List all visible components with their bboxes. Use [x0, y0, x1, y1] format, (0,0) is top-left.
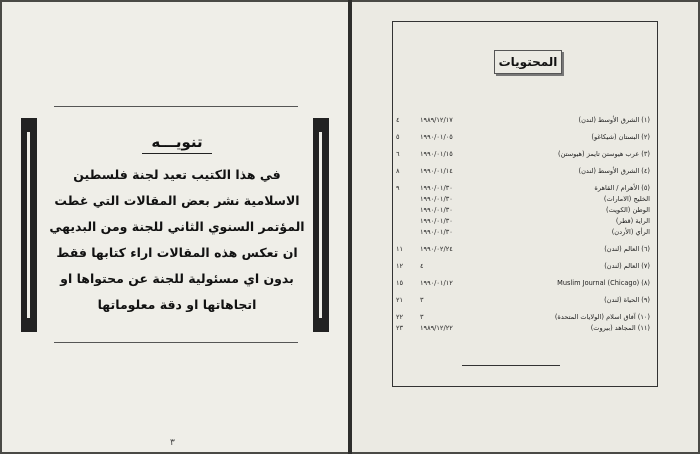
entry-page: ١٢	[396, 262, 404, 270]
right-decorative-bar	[313, 118, 329, 332]
contents-title: المحتويات	[494, 50, 562, 74]
contents-entry	[396, 116, 654, 127]
entry-page: ٨	[396, 167, 400, 175]
contents-entry	[396, 217, 654, 228]
contents-bottom-rule	[462, 365, 560, 366]
entry-page: ١٥	[396, 279, 404, 287]
entry-date: ١٩٨٩/١٢/١٧	[420, 116, 453, 124]
entry-page: ٥	[396, 133, 400, 141]
entry-page: ٩	[396, 184, 400, 192]
notice-line: في هذا الكتيب تعيد لجنة فلسطين	[73, 167, 281, 182]
contents-entry	[396, 228, 654, 239]
entry-date: ١٩٩٠/٠١/١٤	[420, 167, 453, 175]
entry-date: ٣	[420, 296, 424, 304]
entry-title: (٥) الأهرام / القاهرة	[594, 184, 650, 192]
entry-date: ١٩٩٠/٠١/٣٠	[420, 206, 453, 214]
entry-date: ١٩٩٠/٠٢/٢٤	[420, 245, 453, 253]
entry-date: ١٩٩٠/٠١/١٥	[420, 150, 453, 158]
right-page	[352, 2, 698, 452]
entry-page: ٦	[396, 150, 400, 158]
entry-date: ١٩٨٩/١٢/٢٢	[420, 324, 453, 332]
left-page	[2, 2, 348, 452]
entry-title: (٢) البستان (شيكاغو)	[591, 133, 650, 141]
contents-list	[396, 116, 654, 335]
entry-date: ١٩٩٠/٠١/٣٠	[420, 217, 453, 225]
contents-entry	[396, 262, 654, 273]
contents-entry	[396, 324, 654, 335]
notice-line: المؤتمر السنوي الثاني للجنة ومن البديهي	[49, 219, 305, 234]
contents-entry	[396, 206, 654, 217]
contents-entry	[396, 195, 654, 206]
left-decorative-bar	[21, 118, 37, 332]
notice-line: اتجاهاتها او دقة معلوماتها	[97, 297, 257, 312]
entry-title: (٤) الشرق الأوسط (لندن)	[578, 167, 650, 175]
notice-line: ان تعكس هذه المقالات اراء كتابها فقط	[56, 245, 298, 260]
entry-date: ٣	[420, 313, 424, 321]
entry-date: ١٩٩٠/٠١/٣٠	[420, 228, 453, 236]
contents-entry	[396, 167, 654, 178]
top-divider	[54, 106, 298, 107]
page-number: ٣	[170, 438, 175, 448]
entry-title: (٧) العالم (لندن)	[604, 262, 650, 270]
entry-page: ٢١	[396, 296, 404, 304]
contents-entry	[396, 133, 654, 144]
entry-title: (٦) العالم (لندن)	[604, 245, 650, 253]
entry-title: (٩) الحياة (لندن)	[604, 296, 650, 304]
entry-title: الوطن (الكويت)	[606, 206, 650, 214]
entry-date: ١٩٩٠/٠١/١٢	[420, 279, 453, 287]
entry-page: ٢٣	[396, 324, 404, 332]
entry-date: ١٩٩٠/٠١/٠٥	[420, 133, 453, 141]
entry-date: ١٩٩٠/٠١/٣٠	[420, 184, 453, 192]
entry-page: ٤	[396, 116, 400, 124]
entry-title: الخليج (الامارات)	[603, 195, 650, 203]
entry-title: الراية (قطر)	[615, 217, 650, 225]
contents-entry	[396, 279, 654, 290]
contents-entry	[396, 245, 654, 256]
notice-title: تنويـــه	[102, 133, 252, 154]
entry-date: ٤	[420, 262, 424, 270]
entry-title: (١١) المجاهد (بيروت)	[590, 324, 650, 332]
contents-entry	[396, 184, 654, 195]
entry-title: (١) الشرق الأوسط (لندن)	[578, 116, 650, 124]
notice-line: بدون اي مسئولية للجنة عن محتواها او	[60, 271, 294, 286]
entry-title: (٨) Muslim Journal (Chicago)	[557, 279, 650, 287]
entry-page: ١١	[396, 245, 404, 253]
entry-date: ١٩٩٠/٠١/٣٠	[420, 195, 453, 203]
notice-line: الاسلامية نشر بعض المقالات التي غطت	[54, 193, 300, 208]
contents-entry	[396, 150, 654, 161]
bottom-divider	[54, 342, 298, 343]
entry-title: الرأي (الأردن)	[611, 228, 650, 236]
bleed-through-text	[26, 20, 326, 100]
notice-body	[46, 162, 308, 318]
contents-entry	[396, 313, 654, 324]
entry-title: (١٠) آفاق اسلام (الولايات المتحدة)	[554, 313, 650, 321]
contents-entry	[396, 296, 654, 307]
entry-title: (٣) عرب هيوستن تايمز (هيوستن)	[558, 150, 650, 158]
entry-page: ٢٢	[396, 313, 404, 321]
